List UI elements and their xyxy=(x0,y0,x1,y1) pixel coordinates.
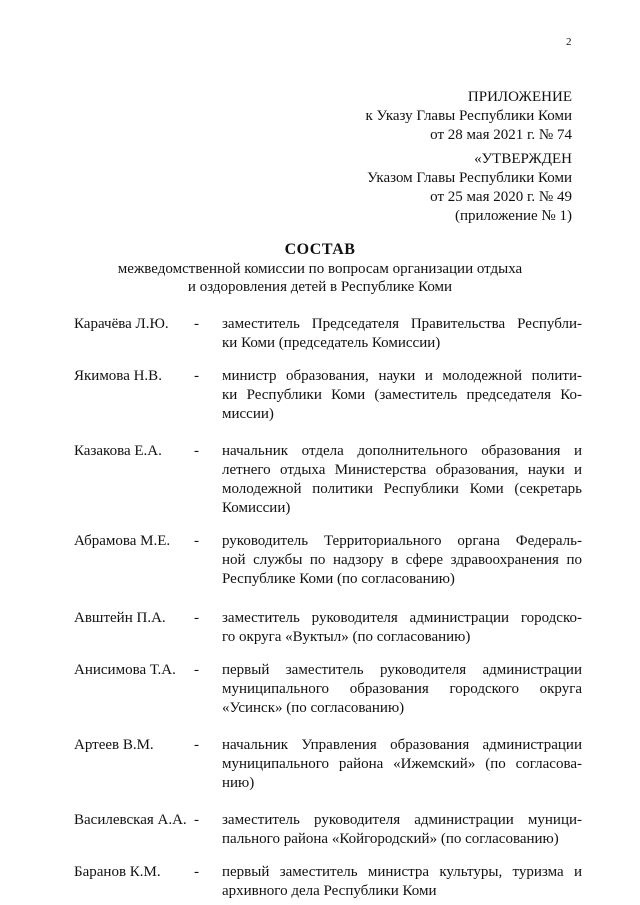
member-dash: - xyxy=(194,368,199,384)
member-dash: - xyxy=(194,533,199,549)
member-role-line: «Усинск» (по согласованию) xyxy=(222,700,405,716)
member-role xyxy=(222,532,582,589)
member-row xyxy=(74,442,582,518)
document-title: СОСТАВ xyxy=(284,241,356,258)
member-role-line: нию) xyxy=(222,775,255,791)
approved-appendix-ref: (приложение № 1) xyxy=(454,208,572,224)
member-role-line: первый заместитель руководителя администрации xyxy=(222,662,582,678)
member-dash: - xyxy=(194,864,199,880)
member-dash: - xyxy=(194,316,199,332)
member-name: Василевская А.А. xyxy=(74,812,187,828)
approved-block xyxy=(367,150,572,226)
member-row xyxy=(74,367,582,424)
appendix-title: ПРИЛОЖЕНИЕ xyxy=(467,89,572,105)
document-subtitle-line-1: межведомственной комиссии по вопросам организации отдыха xyxy=(117,261,523,277)
member-role xyxy=(222,736,582,793)
member-row xyxy=(74,315,582,353)
member-role-line: муниципального района «Ижемский» (по согласова- xyxy=(222,756,582,772)
member-dash: - xyxy=(194,443,199,459)
approved-title: «УТВЕРЖДЕН xyxy=(474,151,572,167)
document-heading xyxy=(0,240,640,296)
member-dash: - xyxy=(194,610,199,626)
member-role xyxy=(222,609,582,647)
member-role xyxy=(222,367,582,424)
member-row xyxy=(74,661,582,718)
member-role xyxy=(222,811,582,849)
member-role-line: ки Коми (председатель Комиссии) xyxy=(222,335,441,351)
member-role xyxy=(222,315,582,353)
member-name: Казакова Е.А. xyxy=(74,443,162,459)
appendix-decree: к Указу Главы Республики Коми xyxy=(365,108,572,124)
member-role-line: министр образования, науки и молодежной полити- xyxy=(222,368,582,384)
member-name: Анисимова Т.А. xyxy=(74,662,176,678)
member-role-line: миссии) xyxy=(222,406,274,422)
member-row xyxy=(74,811,582,849)
approved-date: от 25 мая 2020 г. № 49 xyxy=(430,189,572,205)
member-row xyxy=(74,863,582,901)
members-list xyxy=(74,315,582,901)
member-role-line: го округа «Вуктыл» (по согласованию) xyxy=(222,629,471,645)
appendix-block xyxy=(365,88,572,145)
approved-decree: Указом Главы Республики Коми xyxy=(367,170,572,186)
member-name: Якимова Н.В. xyxy=(74,368,162,384)
member-role-line: молодежной политики Республики Коми (секретарь xyxy=(222,481,582,497)
member-name: Абрамова М.Е. xyxy=(74,533,171,549)
member-role-line: Республике Коми (по согласованию) xyxy=(222,571,455,587)
member-dash: - xyxy=(194,812,199,828)
member-role-line: пального района «Койгородский» (по согласованию) xyxy=(222,831,559,847)
document-subtitle-line-2: и оздоровления детей в Республике Коми xyxy=(187,279,453,295)
member-role-line: летнего отдыха Министерства образования, науки и xyxy=(222,462,582,478)
member-name: Артеев В.М. xyxy=(74,737,154,753)
member-role-line: муниципального образования городского округа xyxy=(222,681,582,697)
member-role-line: заместитель Председателя Правительства Республи- xyxy=(222,316,582,332)
member-role-line: архивного дела Республики Коми xyxy=(222,883,437,899)
member-role-line: ной службы по надзору в сфере здравоохранения по xyxy=(222,552,582,568)
member-role-line: начальник Управления образования администрации xyxy=(222,737,582,753)
member-role-line: ки Республики Коми (заместитель председателя Ко- xyxy=(222,387,582,403)
member-role-line: заместитель руководителя администрации муници- xyxy=(222,812,582,828)
member-row xyxy=(74,532,582,589)
member-role-line: руководитель Территориального органа Федераль- xyxy=(222,533,582,549)
member-role-line: заместитель руководителя администрации городско- xyxy=(222,610,582,626)
member-name: Карачёва Л.Ю. xyxy=(74,316,169,332)
member-name: Баранов К.М. xyxy=(74,864,161,880)
member-role xyxy=(222,661,582,718)
member-role-line: Комиссии) xyxy=(222,500,291,516)
page-number: 2 xyxy=(566,36,572,48)
member-role-line: первый заместитель министра культуры, туризма и xyxy=(222,864,582,880)
appendix-date: от 28 мая 2021 г. № 74 xyxy=(430,127,572,143)
member-role-line: начальник отдела дополнительного образования и xyxy=(222,443,582,459)
member-role xyxy=(222,442,582,518)
member-row xyxy=(74,609,582,647)
member-dash: - xyxy=(194,737,199,753)
member-name: Авштейн П.А. xyxy=(74,610,166,626)
member-dash: - xyxy=(194,662,199,678)
member-role xyxy=(222,863,582,901)
member-row xyxy=(74,736,582,793)
